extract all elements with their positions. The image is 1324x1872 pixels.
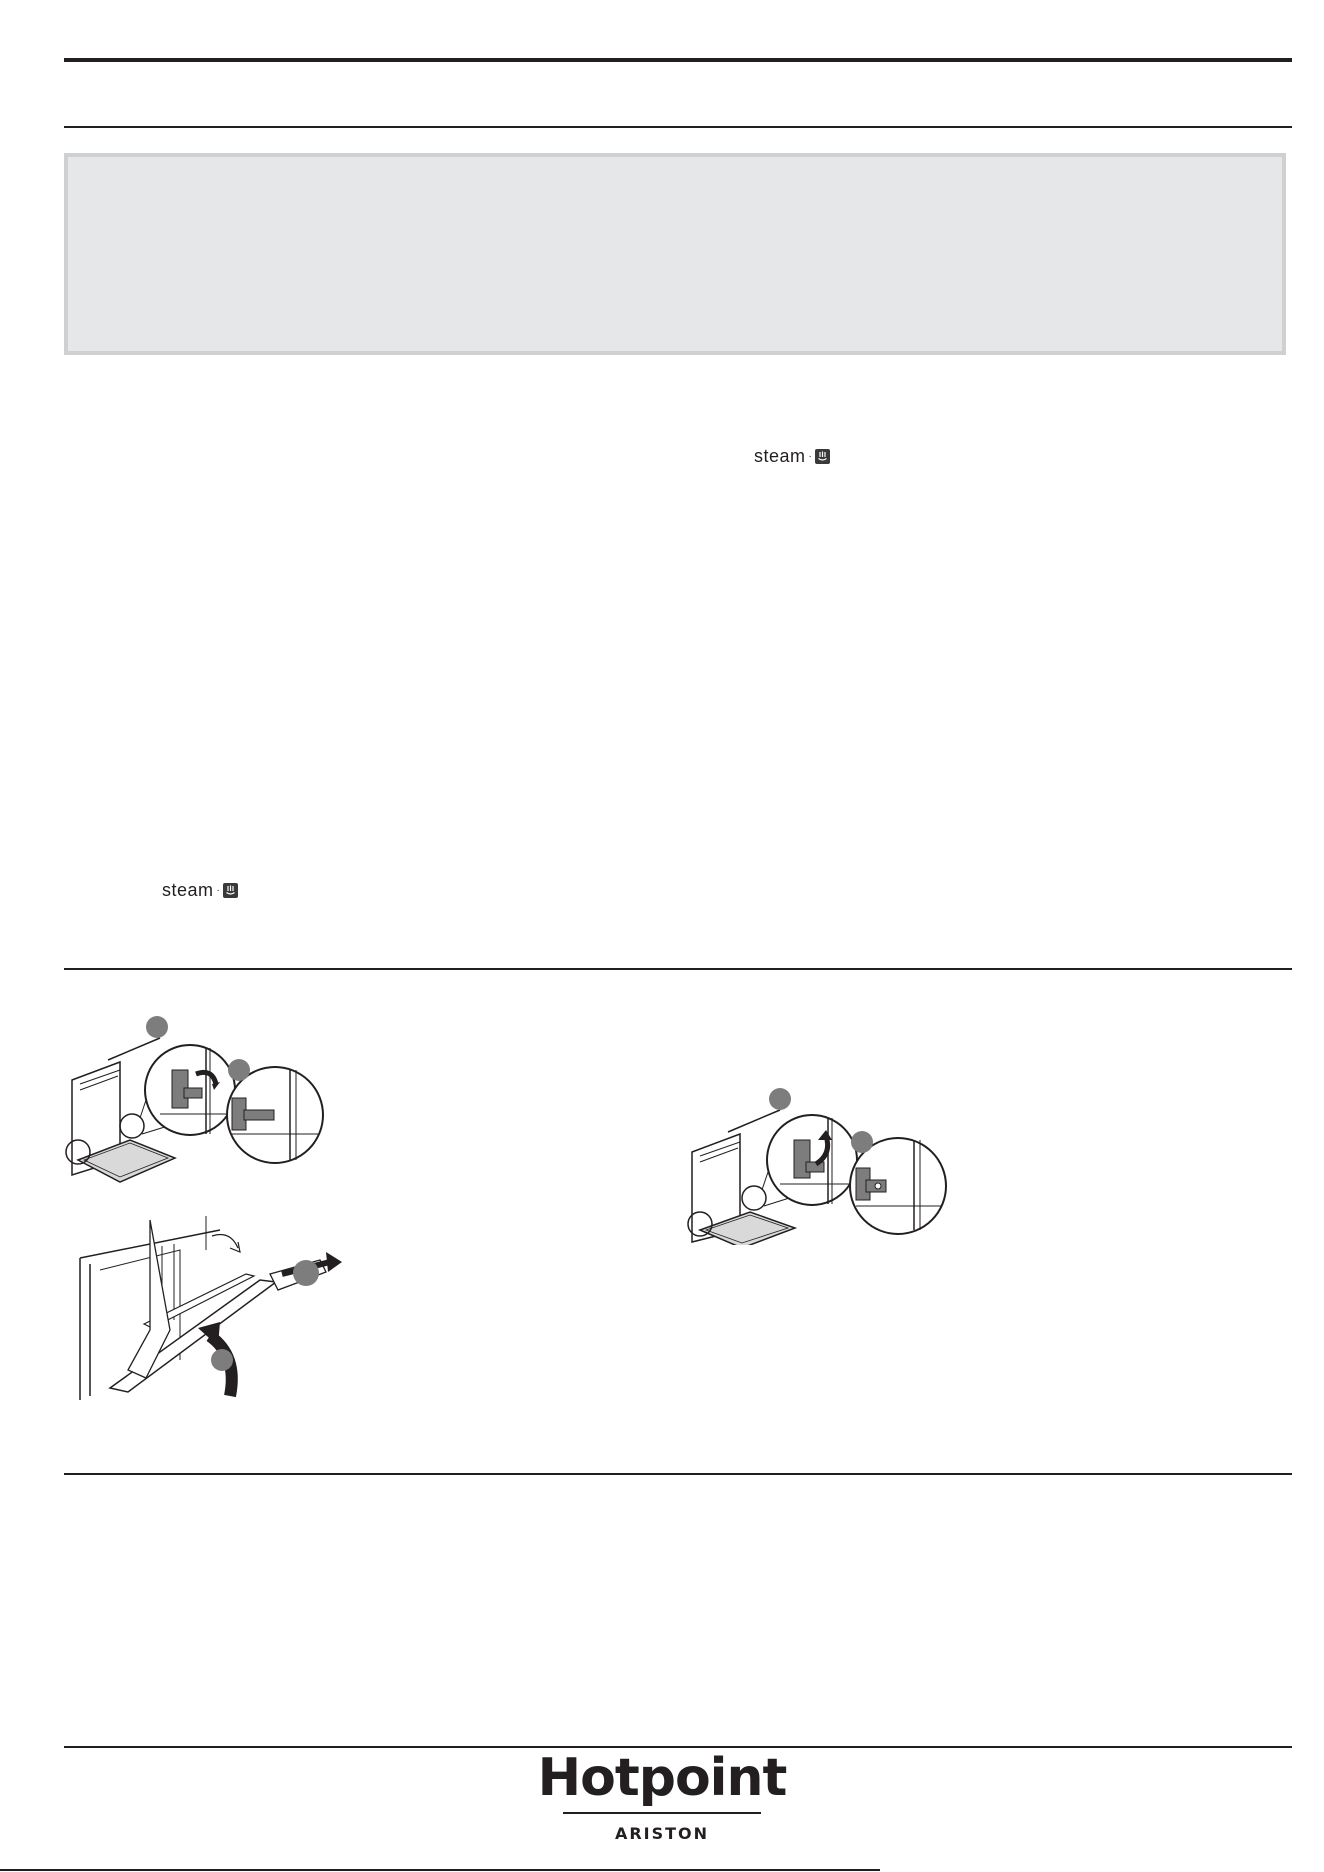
oven-hinge-lock-illustration	[680, 1080, 950, 1245]
brand-divider	[563, 1812, 761, 1814]
steam-wordmark: steam	[754, 446, 806, 466]
top-rule	[64, 58, 1292, 62]
brand-subname: ARISTON	[614, 1824, 710, 1843]
section-rule	[64, 1473, 1292, 1475]
oven-hinge-unlock-illustration	[60, 1010, 330, 1195]
steam-logo	[754, 446, 830, 467]
steam-wordmark: steam	[162, 880, 214, 900]
steam-logo	[162, 880, 238, 901]
steam-separator: ·	[808, 451, 813, 462]
header-rule	[64, 126, 1292, 128]
brand-logo	[0, 1748, 1324, 1843]
section-rule	[64, 968, 1292, 970]
steam-separator: ·	[216, 885, 221, 896]
door-lift-illustration	[70, 1210, 345, 1410]
page-bottom-rule	[0, 1869, 880, 1871]
info-panel	[64, 153, 1286, 355]
brand-name: Hotpoint	[537, 1748, 787, 1808]
steam-icon	[223, 883, 238, 898]
steam-icon	[815, 449, 830, 464]
